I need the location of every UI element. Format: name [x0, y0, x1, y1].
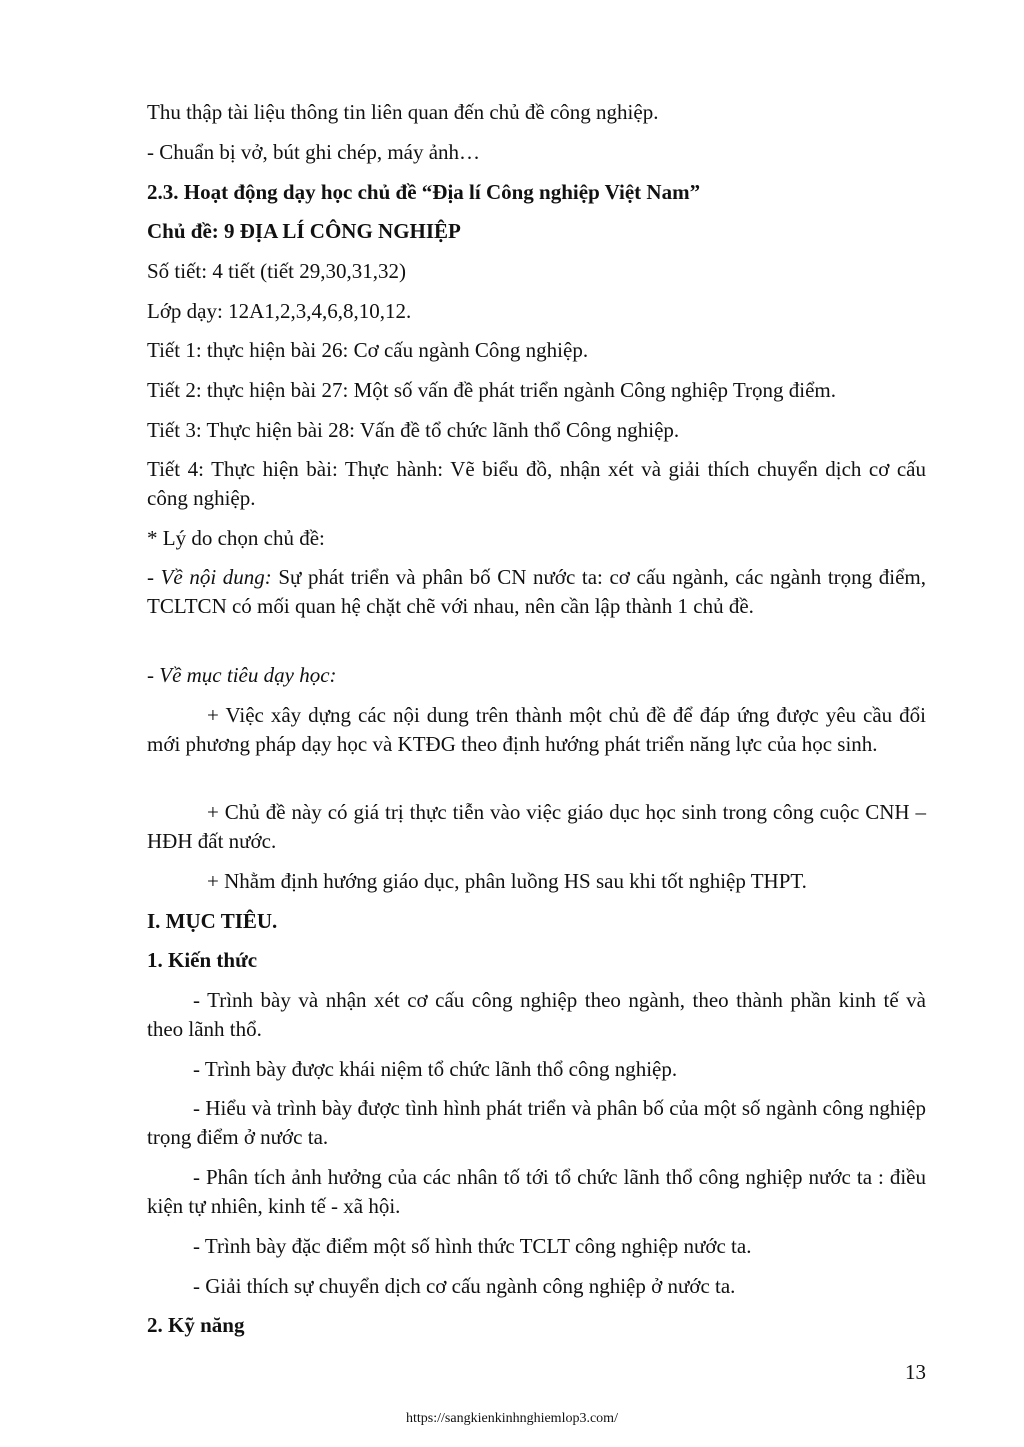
paragraph-period-4: Tiết 4: Thực hiện bài: Thực hành: Vẽ biểu đồ, nhận xét và giải thích chuyển dịch cơ cấu công nghiệp.	[147, 457, 926, 510]
paragraph-knowledge-3: - Hiểu và trình bày được tình hình phát triển và phân bố của một số ngành công nghiệp trọng điểm ở nước ta.	[147, 1096, 926, 1149]
paragraph-goal-1: + Việc xây dựng các nội dung trên thành một chủ đề để đáp ứng được yêu cầu đổi mới phương pháp dạy học và KTĐG theo định hướng phát triển năng lực của học sinh.	[147, 703, 926, 756]
paragraph-knowledge-4: - Phân tích ảnh hưởng của các nhân tố tới tổ chức lãnh thổ công nghiệp nước ta : điều kiện tự nhiên, kinh tế - xã hội.	[147, 1165, 926, 1218]
section-heading-2-3: 2.3. Hoạt động dạy học chủ đề “Địa lí Công nghiệp Việt Nam”	[147, 180, 701, 204]
paragraph-knowledge-1: - Trình bày và nhận xét cơ cấu công nghiệp theo ngành, theo thành phần kinh tế và theo lãnh thổ.	[147, 988, 926, 1041]
paragraph-prepare-tools: - Chuẩn bị vở, bút ghi chép, máy ảnh…	[147, 140, 481, 164]
paragraph-classes: Lớp dạy: 12A1,2,3,4,6,8,10,12.	[147, 299, 412, 323]
footer-url: https://sangkienkinhnghiemlop3.com/	[406, 1411, 618, 1426]
paragraph-periods: Số tiết: 4 tiết (tiết 29,30,31,32)	[147, 259, 406, 283]
paragraph-collect-materials: Thu thập tài liệu thông tin liên quan đến chủ đề công nghiệp.	[147, 100, 659, 124]
page-number: 13	[905, 1360, 926, 1384]
content-reason-text: Sự phát triển và phân bố CN nước ta: cơ cấu ngành, các ngành trọng điểm, TCLTCN có mối quan hệ chặt chẽ với nhau, nên cần lập thành 1 chủ đề.	[147, 565, 926, 618]
paragraph-goal-2: + Chủ đề này có giá trị thực tiễn vào việc giáo dục học sinh trong công cuộc CNH – HĐH đất nước.	[147, 800, 926, 853]
paragraph-goal-3: + Nhằm định hướng giáo dục, phân luồng HS sau khi tốt nghiệp THPT.	[207, 869, 807, 893]
paragraph-period-2: Tiết 2: thực hiện bài 27: Một số vấn đề phát triển ngành Công nghiệp Trọng điểm.	[147, 378, 836, 402]
paragraph-reason-heading: * Lý do chọn chủ đề:	[147, 526, 325, 550]
paragraph-knowledge-2: - Trình bày được khái niệm tổ chức lãnh thổ công nghiệp.	[193, 1057, 678, 1081]
paragraph-content-reason	[147, 563, 926, 621]
paragraph-knowledge-5: - Trình bày đặc điểm một số hình thức TCLT công nghiệp nước ta.	[193, 1234, 752, 1258]
paragraph-period-3: Tiết 3: Thực hiện bài 28: Vấn đề tổ chức lãnh thổ Công nghiệp.	[147, 418, 680, 442]
topic-title: Chủ đề: 9 ĐỊA LÍ CÔNG NGHIỆP	[147, 219, 461, 243]
heading-objectives: I. MỤC TIÊU.	[147, 909, 278, 933]
content-reason-label: - Về nội dung:	[147, 565, 272, 589]
paragraph-teaching-goal-label: - Về mục tiêu dạy học:	[147, 663, 337, 687]
heading-knowledge: 1. Kiến thức	[147, 948, 258, 972]
heading-skills: 2. Kỹ năng	[147, 1313, 245, 1337]
paragraph-period-1: Tiết 1: thực hiện bài 26: Cơ cấu ngành Công nghiệp.	[147, 338, 589, 362]
paragraph-knowledge-6: - Giải thích sự chuyển dịch cơ cấu ngành công nghiệp ở nước ta.	[193, 1274, 736, 1298]
